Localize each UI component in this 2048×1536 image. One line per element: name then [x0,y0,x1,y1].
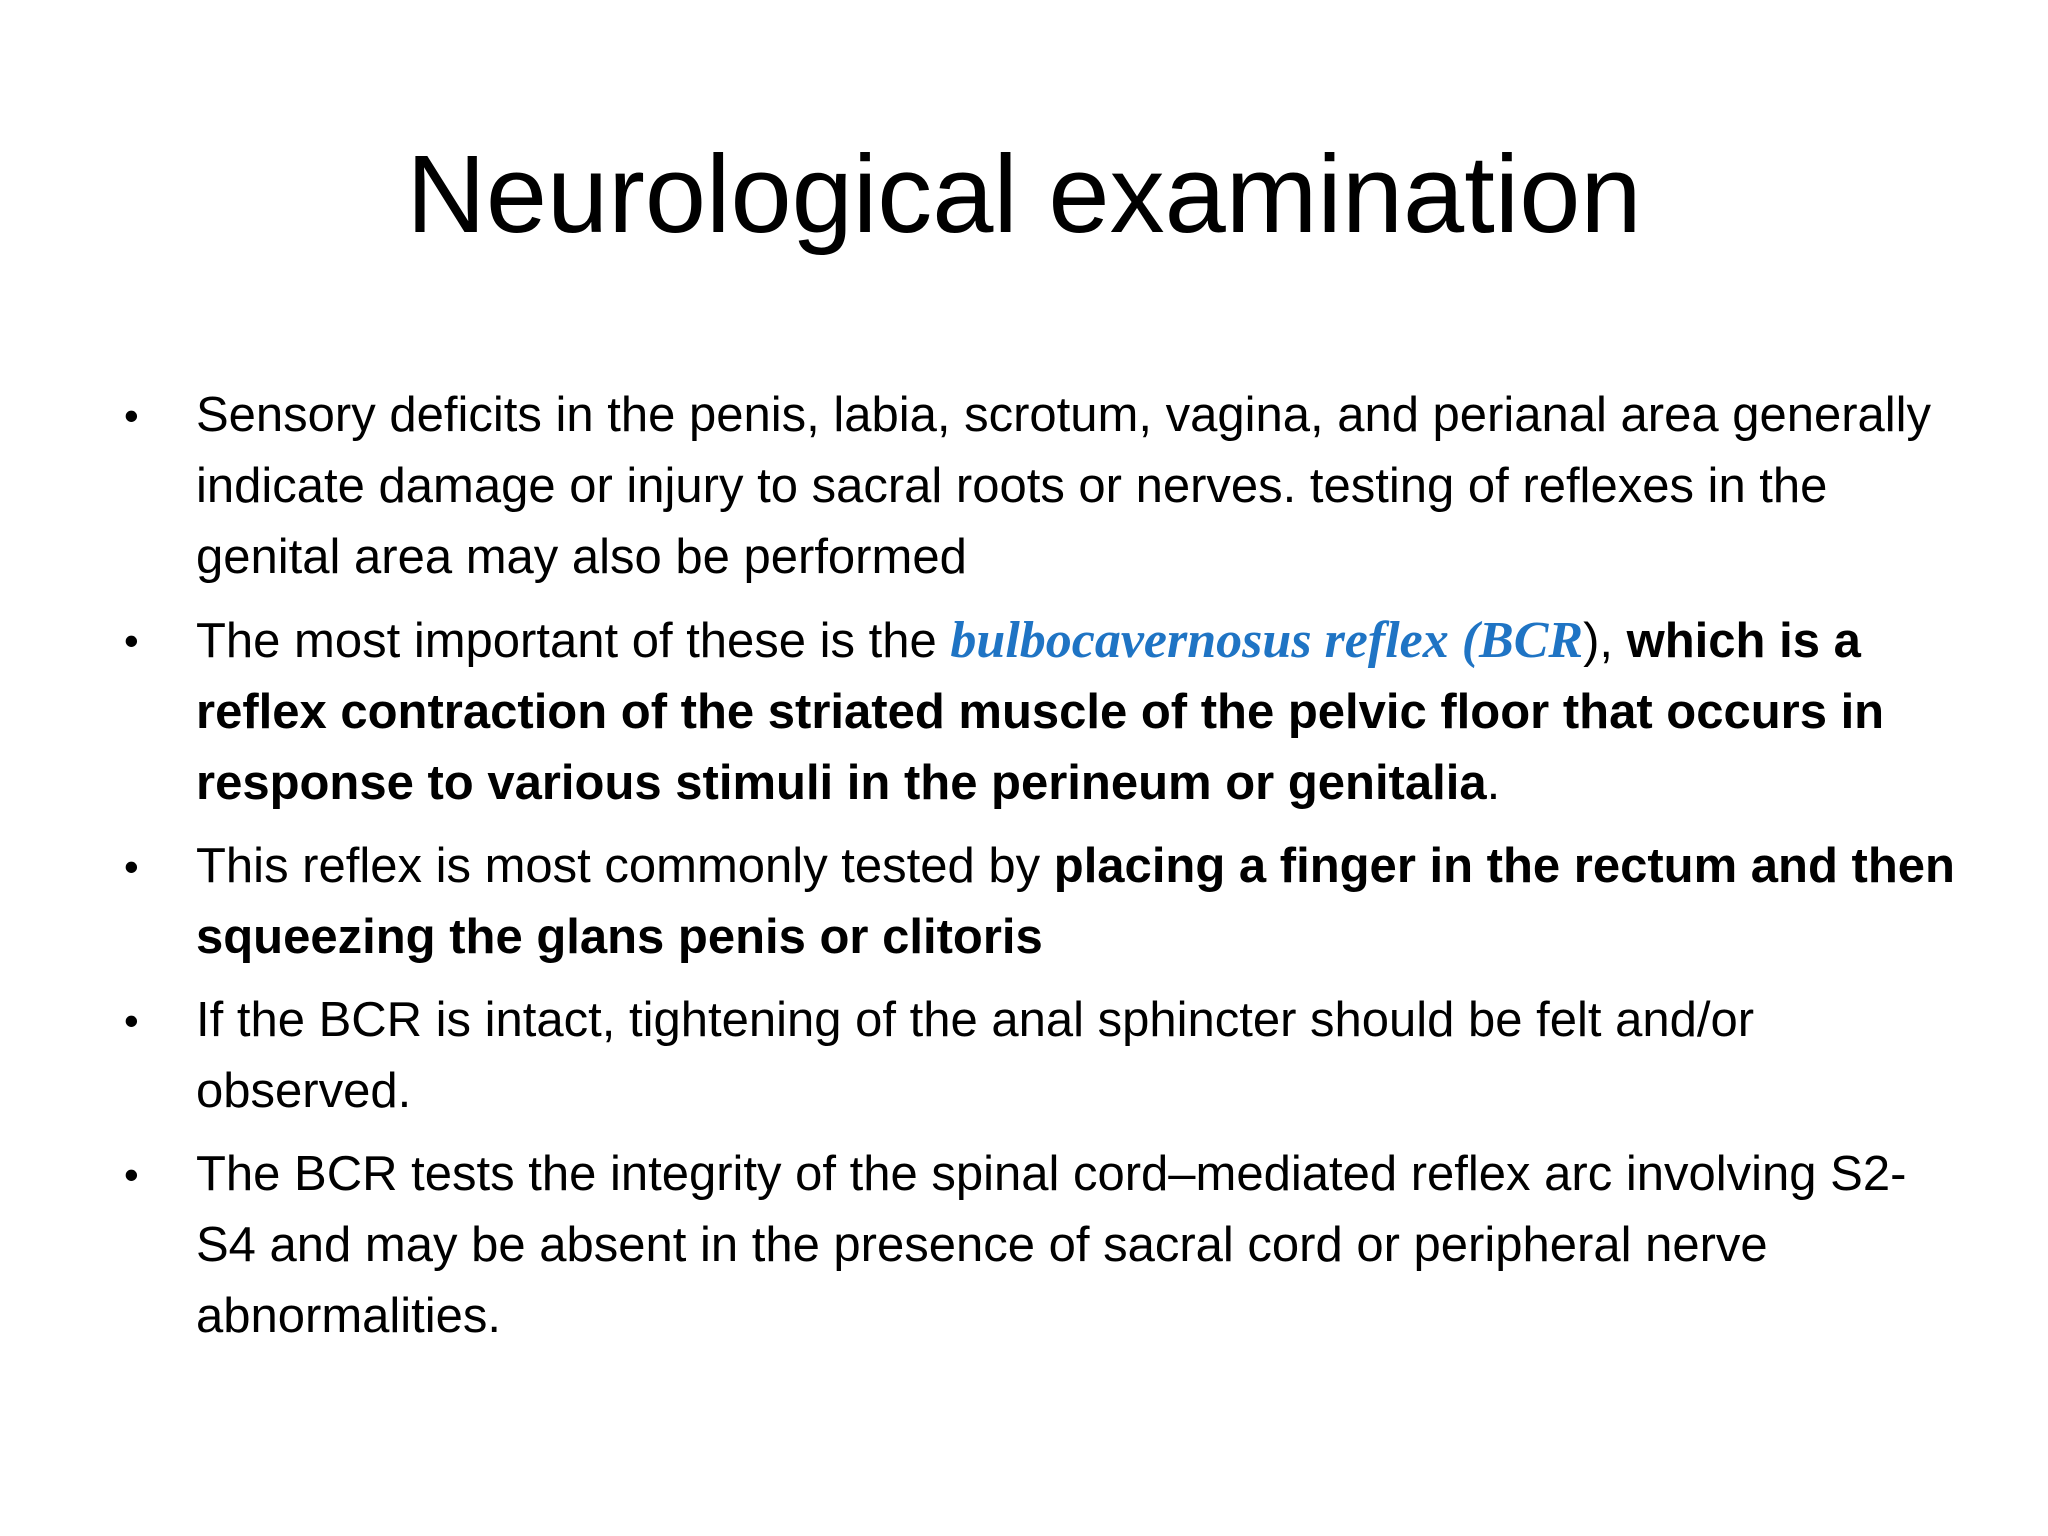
bullet-item [120,605,1960,819]
slide-title: Neurological examination [406,133,1642,256]
bullet-item [120,380,1960,593]
bullet-dot-icon: • [124,1151,139,1198]
bullet-text: . [1486,756,1501,810]
bullet-list [120,380,1960,1364]
bullet-text: Sensory deficits in the penis, labia, scrotum, vagina, and perianal area generally indicate damage or injury to sacral roots or nerves. testing of reflexes in the genital area may also be performed [196,388,1932,584]
bullet-text: The BCR tests the integrity of the spinal cord–mediated reflex arc involving S2-S4 and may be absent in the presence of sacral cord or peripheral nerve abnormalities. [196,1147,1907,1343]
highlighted-term: bulbocavernosus reflex (BCR [950,612,1584,669]
bullet-text: The most important of these is the [196,614,951,668]
bullet-item [120,985,1960,1127]
bold-text: placing a finger in the rectum and then squeezing the glans penis or clitoris [196,839,1955,964]
bullet-text: If the BCR is intact, tightening of the anal sphincter should be felt and/or observed. [196,993,1755,1118]
bullet-dot-icon: • [124,617,139,664]
bullet-text: This reflex is most commonly tested by [196,839,1054,893]
bold-text: which is a reflex contraction of the striated muscle of the pelvic floor that occurs in response to various stimuli in the perineum or genitalia [196,614,1885,810]
bullet-dot-icon: • [124,392,139,439]
bullet-dot-icon: • [124,997,139,1044]
bullet-item [120,1139,1960,1352]
bullet-dot-icon: • [124,843,139,890]
bullet-item [120,831,1960,973]
bullet-text: ), [1583,614,1627,668]
